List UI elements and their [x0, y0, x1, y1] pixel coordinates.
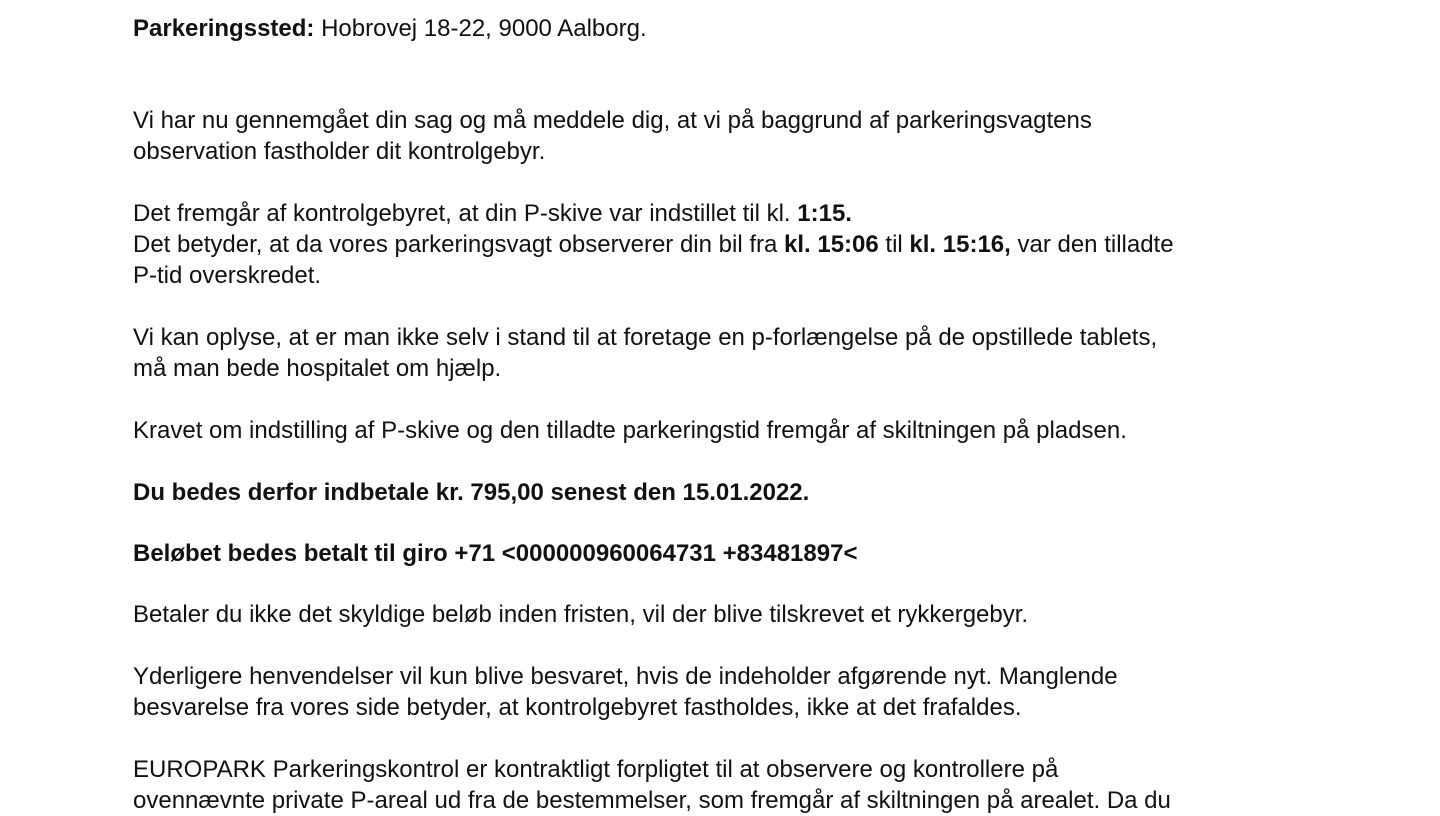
pdisc-time: 1:15. — [797, 200, 852, 227]
paragraph-signage-line-1: Kravet om indstilling af P-skive og den tilladte parkeringstid fremgår af skiltningen på pladsen. — [133, 417, 1127, 444]
pdisc-text: Det fremgår af kontrolgebyret, at din P-skive var indstillet til kl. — [133, 200, 798, 227]
payment-due-line — [133, 477, 809, 508]
parking-location-line — [133, 13, 647, 44]
observation-time-from: kl. 15:06 — [784, 231, 879, 258]
paragraph-tablets-line-2: må man bede hospitalet om hjælp. — [133, 355, 502, 382]
payment-giro-text: Beløbet bedes betalt til giro +71 <000000960064731 +83481897< — [133, 540, 858, 567]
payment-due-text: Du bedes derfor indbetale kr. 795,00 senest den 15.01.2022. — [133, 479, 810, 506]
paragraph-pdisc-line-3: P-tid overskredet. — [133, 262, 322, 289]
observation-text-post: var den tilladte — [1010, 231, 1174, 258]
parking-location-label: Parkeringssted: — [133, 15, 315, 42]
paragraph-pdisc-line-1 — [133, 198, 852, 229]
parking-location-value: Hobrovej 18-22, 9000 Aalborg. — [314, 15, 647, 42]
paragraph-review-line-2: observation fastholder dit kontrolgebyr. — [133, 138, 546, 165]
paragraph-pdisc-line-2 — [133, 229, 1174, 260]
observation-text-mid: til — [878, 231, 910, 258]
paragraph-tablets-line-1: Vi kan oplyse, at er man ikke selv i stand til at foretage en p-forlængelse på de opstillede tablets, — [133, 324, 1158, 351]
observation-text-pre: Det betyder, at da vores parkeringsvagt observerer din bil fra — [133, 231, 784, 258]
paragraph-review-line-1: Vi har nu gennemgået din sag og må meddele dig, at vi på baggrund af parkeringsvagtens — [133, 107, 1092, 134]
paragraph-inquiries-line-1: Yderligere henvendelser vil kun blive besvaret, hvis de indeholder afgørende nyt. Manglende — [133, 663, 1118, 690]
paragraph-europark-line-1: EUROPARK Parkeringskontrol er kontraktligt forpligtet til at observere og kontrollere på — [133, 756, 1059, 783]
payment-giro-line — [133, 538, 857, 569]
paragraph-inquiries-line-2: besvarelse fra vores side betyder, at kontrolgebyret fastholdes, ikke at det frafaldes. — [133, 694, 1022, 721]
paragraph-europark-line-2: ovennævnte private P-areal ud fra de bestemmelser, som fremgår af skiltningen på arealet. Da du — [133, 787, 1171, 814]
observation-time-to: kl. 15:16, — [909, 231, 1011, 258]
paragraph-reminder-line-1: Betaler du ikke det skyldige beløb inden fristen, vil der blive tilskrevet et rykkergebyr. — [133, 601, 1029, 628]
